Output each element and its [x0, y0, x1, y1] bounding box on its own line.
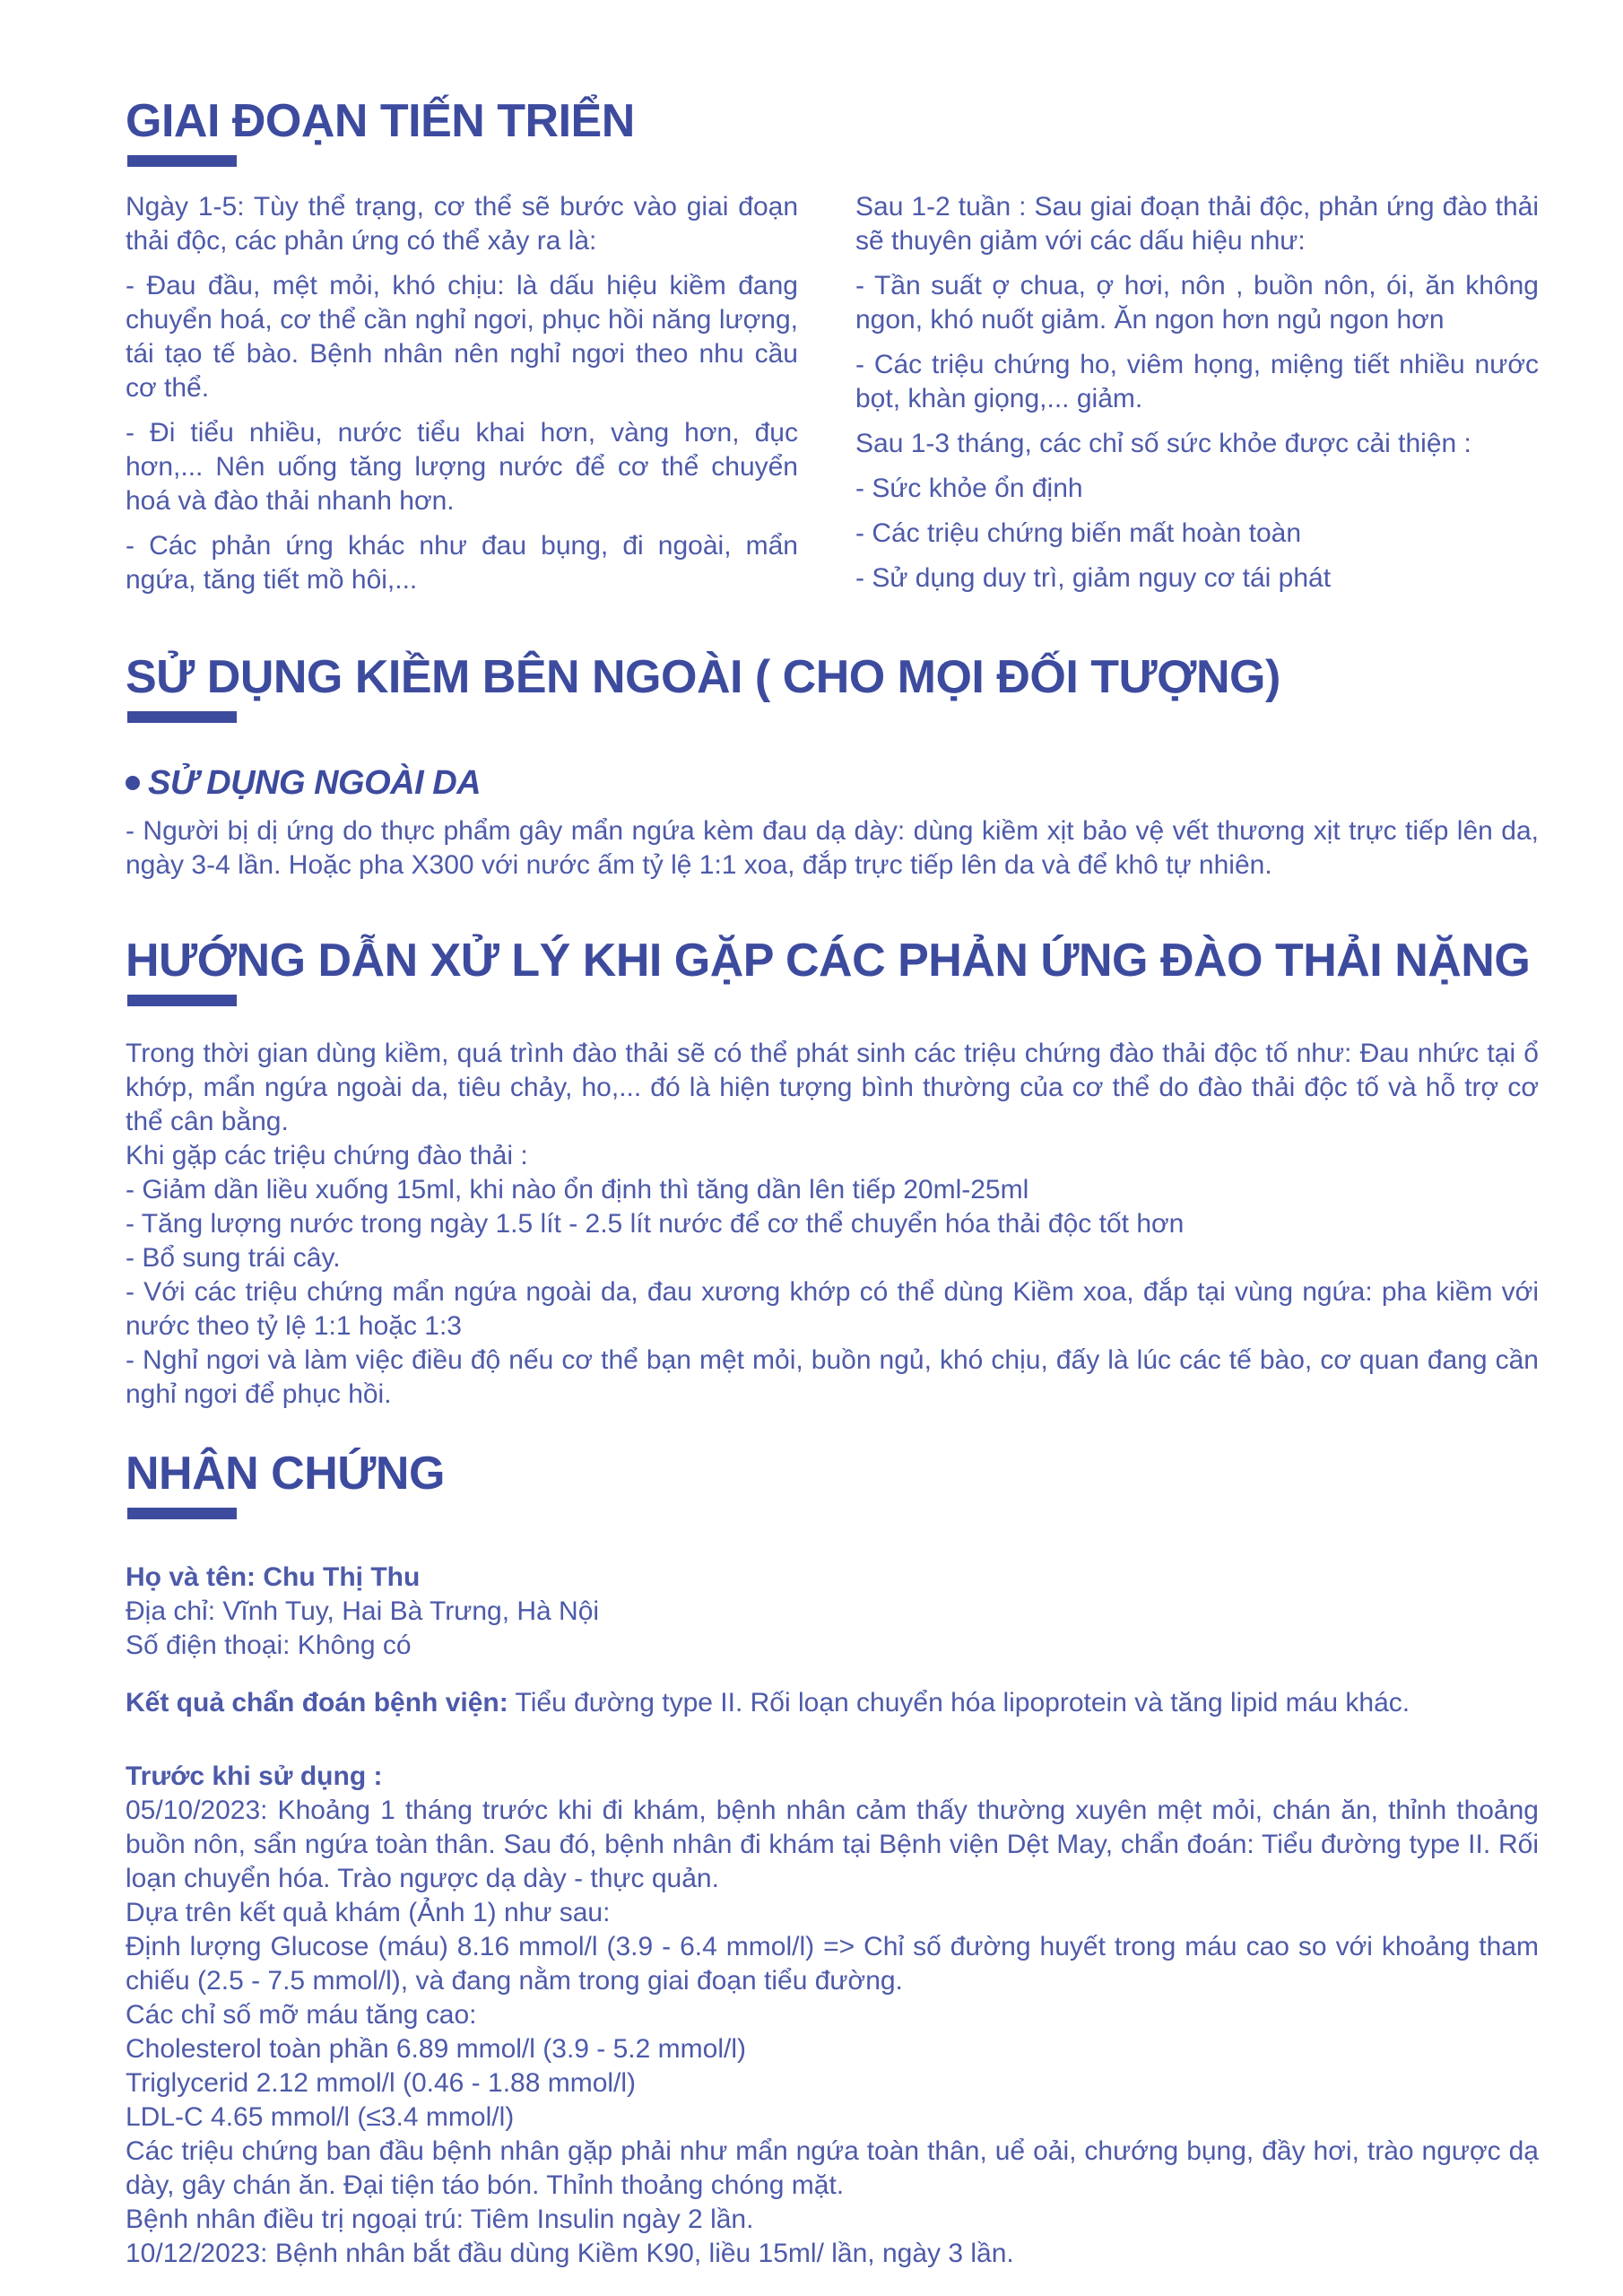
progress-column-left — [126, 190, 798, 608]
paragraph: Ngày 1-5: Tùy thể trạng, cơ thể sẽ bước vào giai đoạn thải độc, các phản ứng có thể xảy ra là: — [126, 192, 798, 256]
diagnosis-label: Kết quả chẩn đoán bệnh viện: — [126, 1688, 508, 1718]
paragraph: - Đi tiểu nhiều, nước tiểu khai hơn, vàng hơn, đục hơn,... Nên uống tăng lượng nước để cơ thể chuyển hoá và đào thải nhanh hơn. — [126, 418, 798, 516]
witness-name: Họ và tên: Chu Thị Thu — [126, 1562, 421, 1592]
progress-column-right — [855, 190, 1539, 608]
paragraph: Cholesterol toàn phần 6.89 mmol/l (3.9 - 5.2 mmol/l) — [126, 2034, 746, 2064]
subheading-skin-use — [126, 764, 1539, 802]
paragraph: - Đau đầu, mệt mỏi, khó chịu: là dấu hiệu kiềm đang chuyển hoá, cơ thể cần nghỉ ngơi, phục hồi năng lượng, tái tạo tế bào. Bệnh nhân nên nghỉ ngơi theo nhu cầu cơ thể. — [126, 271, 798, 403]
paragraph: Các triệu chứng ban đầu bệnh nhân gặp phải như mẩn ngứa toàn thân, uể oải, chướng bụng, đầy hơi, trào ngược dạ dày, gây chán ăn. Đại tiện táo bón. Thỉnh thoảng chóng mặt. — [126, 2136, 1539, 2200]
heading-underline — [127, 155, 237, 167]
paragraph: 10/12/2023: Bệnh nhân bắt đầu dùng Kiềm K90, liều 15ml/ lần, ngày 3 lần. — [126, 2239, 1014, 2268]
heading-underline — [127, 995, 237, 1006]
heading-underline — [127, 711, 237, 723]
diagnosis-text: Tiểu đường type II. Rối loạn chuyển hóa lipoprotein và tăng lipid máu khác. — [508, 1688, 1410, 1718]
paragraph: - Sử dụng duy trì, giảm nguy cơ tái phát — [855, 563, 1332, 593]
paragraph: Trong thời gian dùng kiềm, quá trình đào thải sẽ có thể phát sinh các triệu chứng đào thải độc tố như: Đau nhức tại ổ khớp, mẩn ngứa ngoài da, tiêu chảy, ho,... đó là hiện tượng bình thường của cơ thể do đào thải độc tố và hỗ trợ cơ thể cân bằng. — [126, 1039, 1539, 1136]
diagnosis-block — [126, 1686, 1539, 1720]
heading-underline — [127, 1508, 237, 1519]
before-use-label: Trước khi sử dụng : — [126, 1761, 383, 1791]
section-handling-title: HƯỚNG DẪN XỬ LÝ KHI GẶP CÁC PHẢN ỨNG ĐÀO THẢI NẶNG — [126, 935, 1531, 987]
diagnosis-line — [126, 1686, 1539, 1720]
section-progress — [126, 95, 1539, 608]
witness-address: Địa chỉ: Vĩnh Tuy, Hai Bà Trưng, Hà Nội — [126, 1596, 600, 1626]
progress-columns — [126, 190, 1539, 608]
bullet-icon — [126, 776, 140, 790]
section-witness-title: NHÂN CHỨNG — [126, 1448, 445, 1500]
list-item: - Nghỉ ngơi và làm việc điều độ nếu cơ thể bạn mệt mỏi, buồn ngủ, khó chịu, đấy là lúc các tế bào, cơ quan đang cần nghỉ ngơi để phục hồi. — [126, 1345, 1539, 1409]
paragraph: Bệnh nhân điều trị ngoại trú: Tiêm Insulin ngày 2 lần. — [126, 2205, 754, 2234]
list-item: - Giảm dần liều xuống 15ml, khi nào ổn định thì tăng dần lên tiếp 20ml-25ml — [126, 1175, 1029, 1205]
paragraph: - Các triệu chứng ho, viêm họng, miệng tiết nhiều nước bọt, khàn giọng,... giảm. — [855, 350, 1539, 413]
list-item: - Bổ sung trái cây. — [126, 1243, 341, 1273]
witness-info — [126, 1561, 1539, 1663]
section-external-use-title: SỬ DỤNG KIỀM BÊN NGOÀI ( CHO MỌI ĐỐI TƯỢNG) — [126, 651, 1280, 703]
paragraph: Triglycerid 2.12 mmol/l (0.46 - 1.88 mmol/l) — [126, 2068, 637, 2098]
paragraph: 05/10/2023: Khoảng 1 tháng trước khi đi khám, bệnh nhân cảm thấy thường xuyên mệt mỏi, chán ăn, thỉnh thoảng buồn nôn, sẩn ngứa toàn thân. Sau đó, bệnh nhân đi khám tại Bệnh viện Dệt May, chẩn đoán: Tiểu đường type II. Rối loạn chuyển hóa. Trào ngược dạ dày - thực quản. — [126, 1796, 1539, 1893]
paragraph: Sau 1-3 tháng, các chỉ số sức khỏe được cải thiện : — [855, 429, 1471, 458]
witness-phone: Số điện thoại: Không có — [126, 1631, 412, 1660]
paragraph: - Các phản ứng khác như đau bụng, đi ngoài, mẩn ngứa, tăng tiết mồ hôi,... — [126, 531, 798, 595]
paragraph: Sau 1-2 tuần : Sau giai đoạn thải độc, phản ứng đào thải sẽ thuyên giảm với các dấu hiệu như: — [855, 192, 1539, 256]
section-progress-title: GIAI ĐOẠN TIẾN TRIỂN — [126, 95, 635, 147]
section-handling — [126, 935, 1539, 1412]
list-item: - Với các triệu chứng mẩn ngứa ngoài da, đau xương khớp có thể dùng Kiềm xoa, đắp tại vùng ngứa: pha kiềm với nước theo tỷ lệ 1:1 hoặc 1:3 — [126, 1277, 1539, 1341]
section-witness — [126, 1448, 1539, 2271]
list-item: - Tăng lượng nước trong ngày 1.5 lít - 2.5 lít nước để cơ thể chuyển hóa thải độc tốt hơn — [126, 1209, 1185, 1239]
paragraph: - Tần suất ợ chua, ợ hơi, nôn , buồn nôn, ói, ăn không ngon, khó nuốt giảm. Ăn ngon hơn ngủ ngon hơn — [855, 271, 1539, 335]
paragraph: - Người bị dị ứng do thực phẩm gây mẩn ngứa kèm đau dạ dày: dùng kiềm xịt bảo vệ vết thương xịt trực tiếp lên da, ngày 3-4 lần. Hoặc pha X300 với nước ấm tỷ lệ 1:1 xoa, đắp trực tiếp lên da và để khô tự nhiên. — [126, 816, 1539, 880]
paragraph: - Các triệu chứng biến mất hoàn toàn — [855, 518, 1302, 548]
subheading-label: SỬ DỤNG NGOÀI DA — [148, 764, 482, 802]
section-external-use — [126, 651, 1539, 883]
paragraph: Khi gặp các triệu chứng đào thải : — [126, 1141, 528, 1170]
paragraph: Dựa trên kết quả khám (Ảnh 1) như sau: — [126, 1898, 611, 1927]
before-use-block — [126, 1760, 1539, 2271]
paragraph: - Sức khỏe ổn định — [855, 474, 1083, 503]
paragraph: Định lượng Glucose (máu) 8.16 mmol/l (3.9 - 6.4 mmol/l) => Chỉ số đường huyết trong máu cao so với khoảng tham chiếu (2.5 - 7.5 mmol/l), và đang nằm trong giai đoạn tiểu đường. — [126, 1932, 1539, 1996]
paragraph: Các chỉ số mỡ máu tăng cao: — [126, 2000, 477, 2030]
paragraph: LDL-C 4.65 mmol/l (≤3.4 mmol/l) — [126, 2102, 515, 2132]
